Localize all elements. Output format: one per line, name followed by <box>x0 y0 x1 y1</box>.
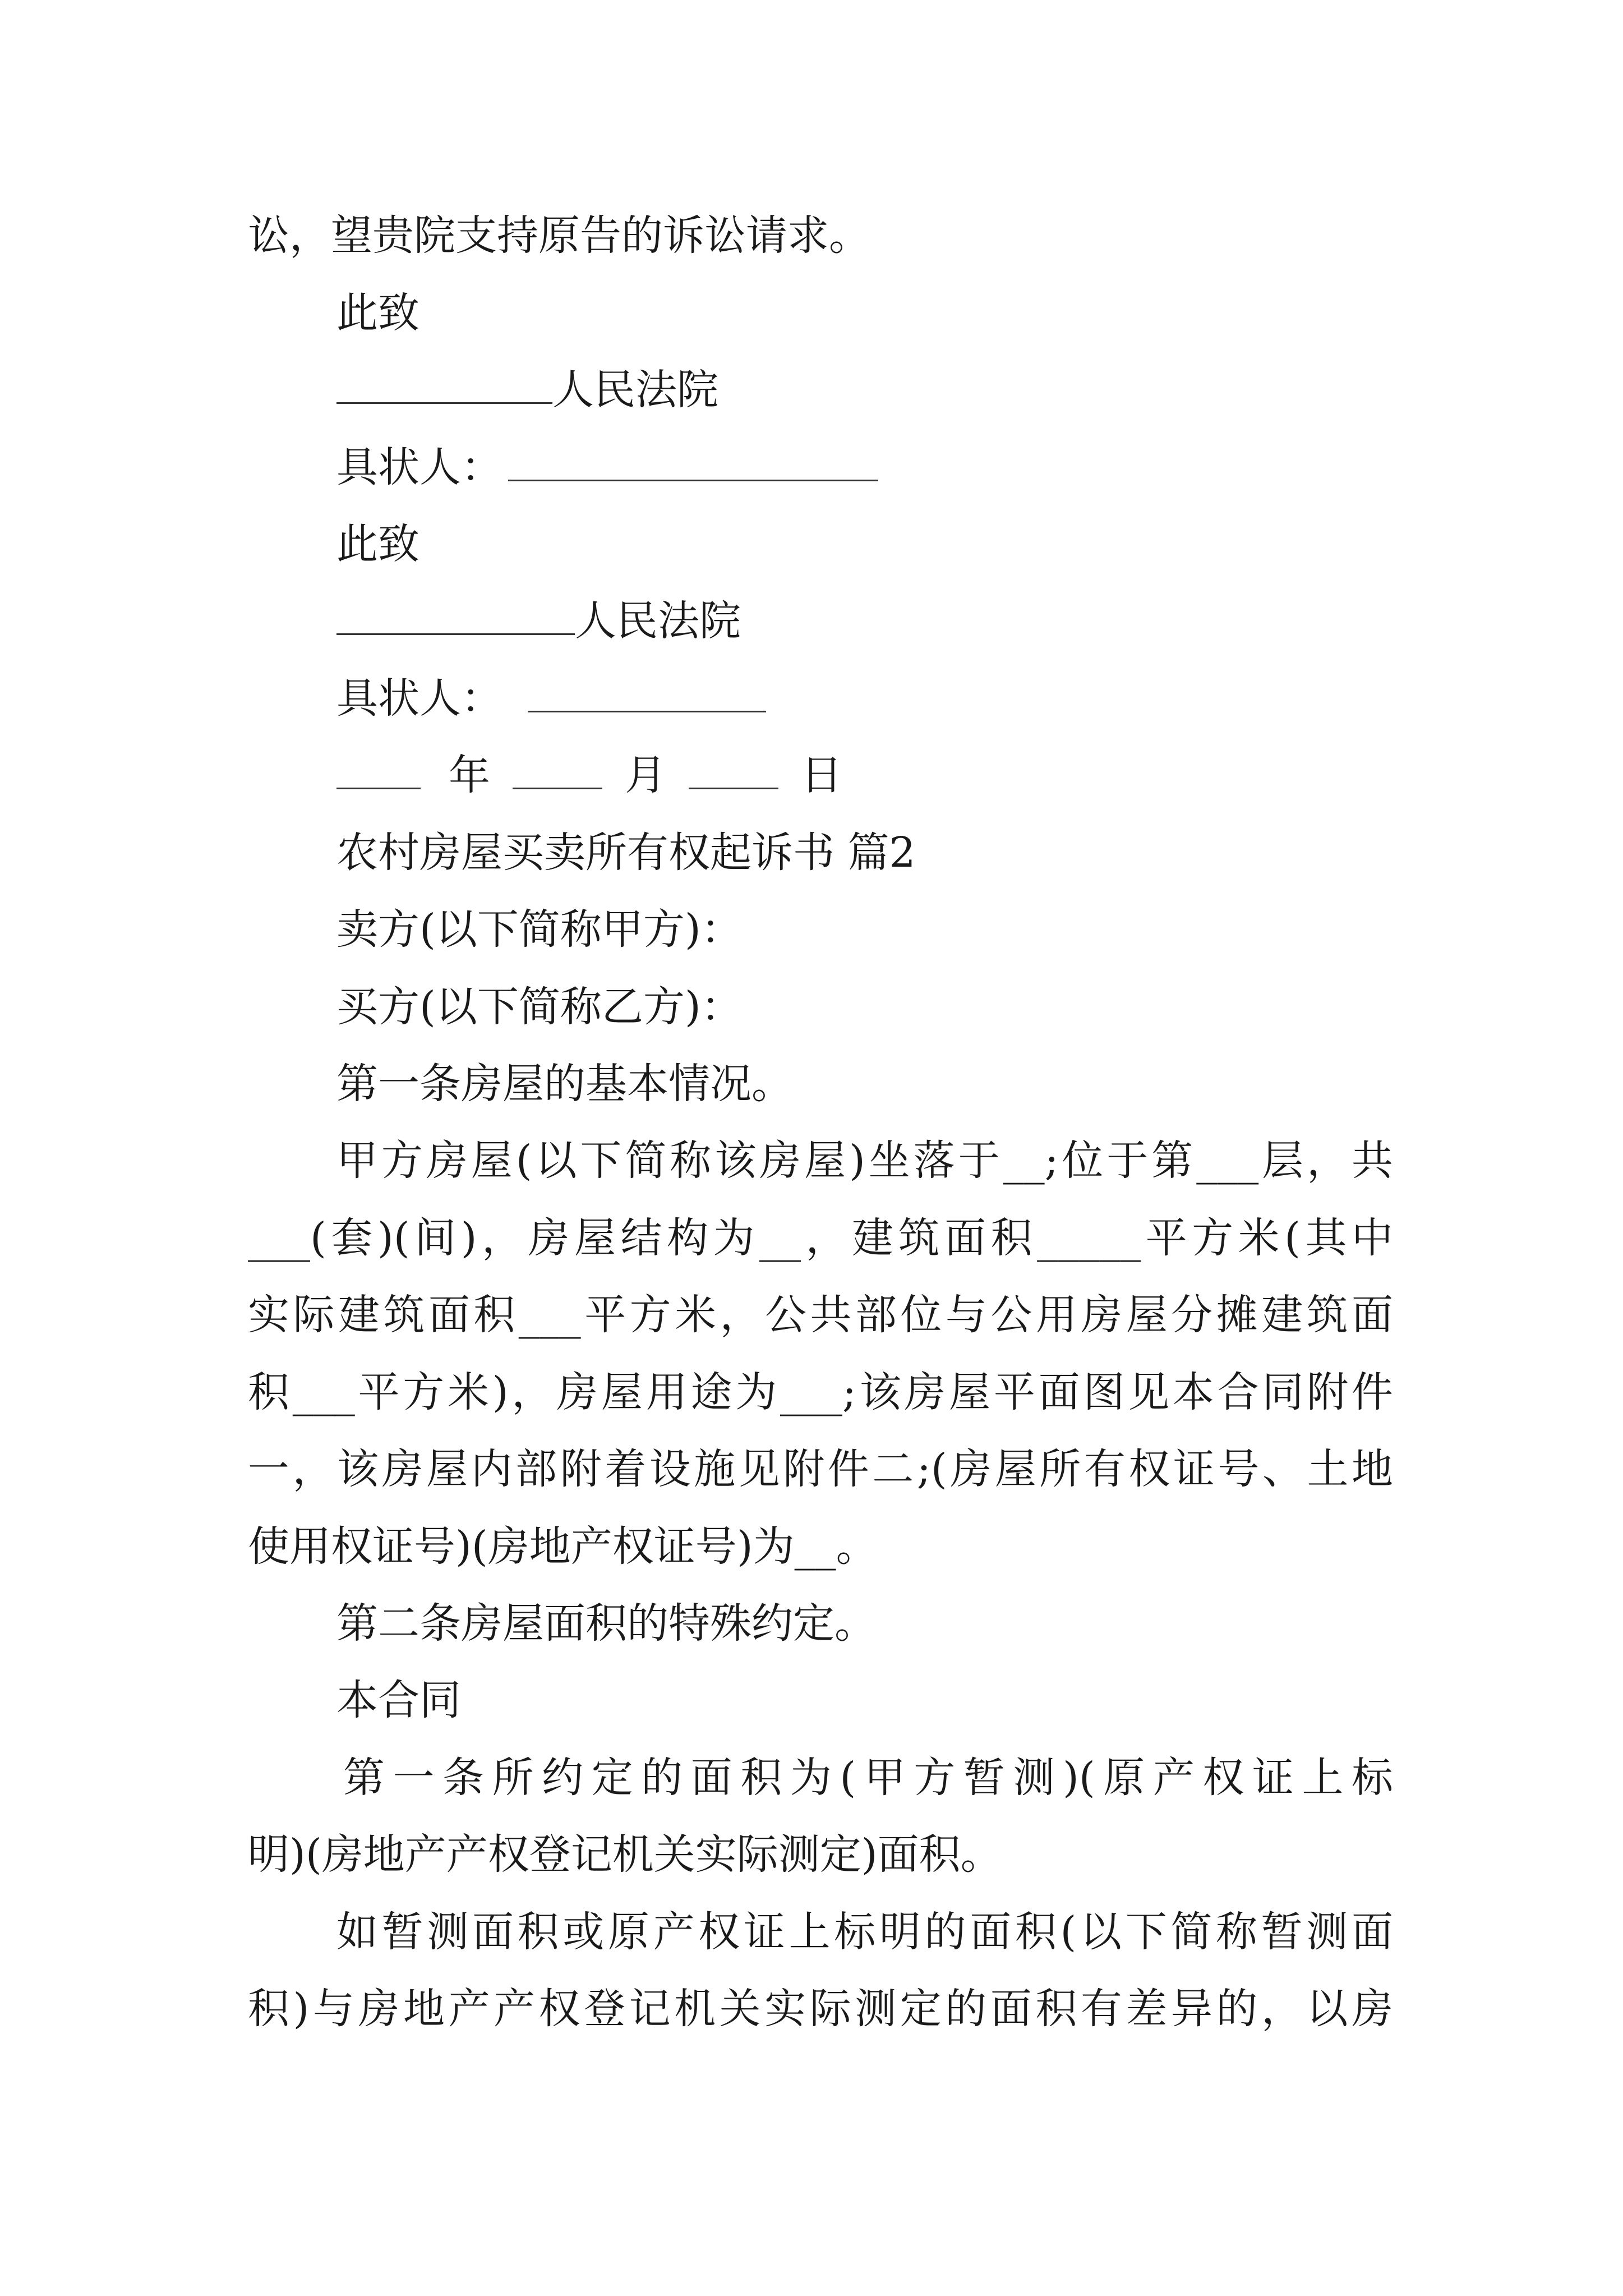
paragraph-line: 积___平方米)，房屋用途为___;该房屋平面图见本合同附件 <box>248 1368 1393 1416</box>
year-label: 年 <box>449 751 490 799</box>
paragraph-line: 第一条所约定的面积为(甲方暂测)(原产权证上标 <box>343 1754 1393 1802</box>
paragraph-line: 使用权证号)(房地产权证号)为__。 <box>248 1522 878 1571</box>
paragraph-line: 一，该房屋内部附着设施见附件二;(房屋所有权证号、土地 <box>248 1445 1393 1493</box>
month-blank <box>513 752 602 789</box>
paragraph-line: 积)与房地产产权登记机关实际测定的面积有差异的，以房 <box>248 1985 1393 2033</box>
court-suffix: 人民法院 <box>552 366 718 414</box>
seller-line: 卖方(以下简称甲方)： <box>336 905 743 954</box>
court-line <box>0 593 1623 649</box>
paragraph-line: ___(套)(间)，房屋结构为__，建筑面积_____平方米(其中 <box>248 1214 1393 1262</box>
court-suffix: 人民法院 <box>575 597 741 645</box>
court-name-blank <box>336 366 552 404</box>
plaintiff-line <box>0 670 1623 726</box>
plaintiff-blank <box>508 444 878 481</box>
court-name-blank <box>336 597 575 635</box>
year-blank <box>336 752 421 789</box>
paragraph-line: 甲方房屋(以下简称该房屋)坐落于__;位于第___层，共 <box>336 1137 1393 1185</box>
salutation: 此致 <box>336 520 419 568</box>
article-heading: 第一条房屋的基本情况。 <box>336 1060 793 1108</box>
day-label: 日 <box>801 751 842 799</box>
month-label: 月 <box>625 751 666 799</box>
salutation: 此致 <box>336 289 419 337</box>
article-heading: 第二条房屋面积的特殊约定。 <box>336 1599 876 1648</box>
paragraph-line: 实际建筑面积___平方米，公共部位与公用房屋分摊建筑面 <box>248 1291 1393 1339</box>
day-blank <box>689 752 778 789</box>
buyer-line: 买方(以下简称乙方)： <box>336 983 743 1031</box>
paragraph-line: 明)(房地产产权登记机关实际测定)面积。 <box>248 1830 1002 1879</box>
text-line: 讼，望贵院支持原告的诉讼请求。 <box>248 211 870 260</box>
text-line: 本合同 <box>336 1676 461 1724</box>
plaintiff-label: 具状人： <box>336 443 502 491</box>
plaintiff-line <box>0 439 1623 495</box>
court-line <box>0 362 1623 418</box>
section-heading: 农村房屋买卖所有权起诉书 篇2 <box>336 829 916 877</box>
plaintiff-blank <box>528 675 766 712</box>
paragraph-line: 如暂测面积或原产权证上标明的面积(以下简称暂测面 <box>336 1908 1393 1956</box>
date-line <box>0 747 1623 803</box>
plaintiff-label: 具状人： <box>336 674 502 723</box>
